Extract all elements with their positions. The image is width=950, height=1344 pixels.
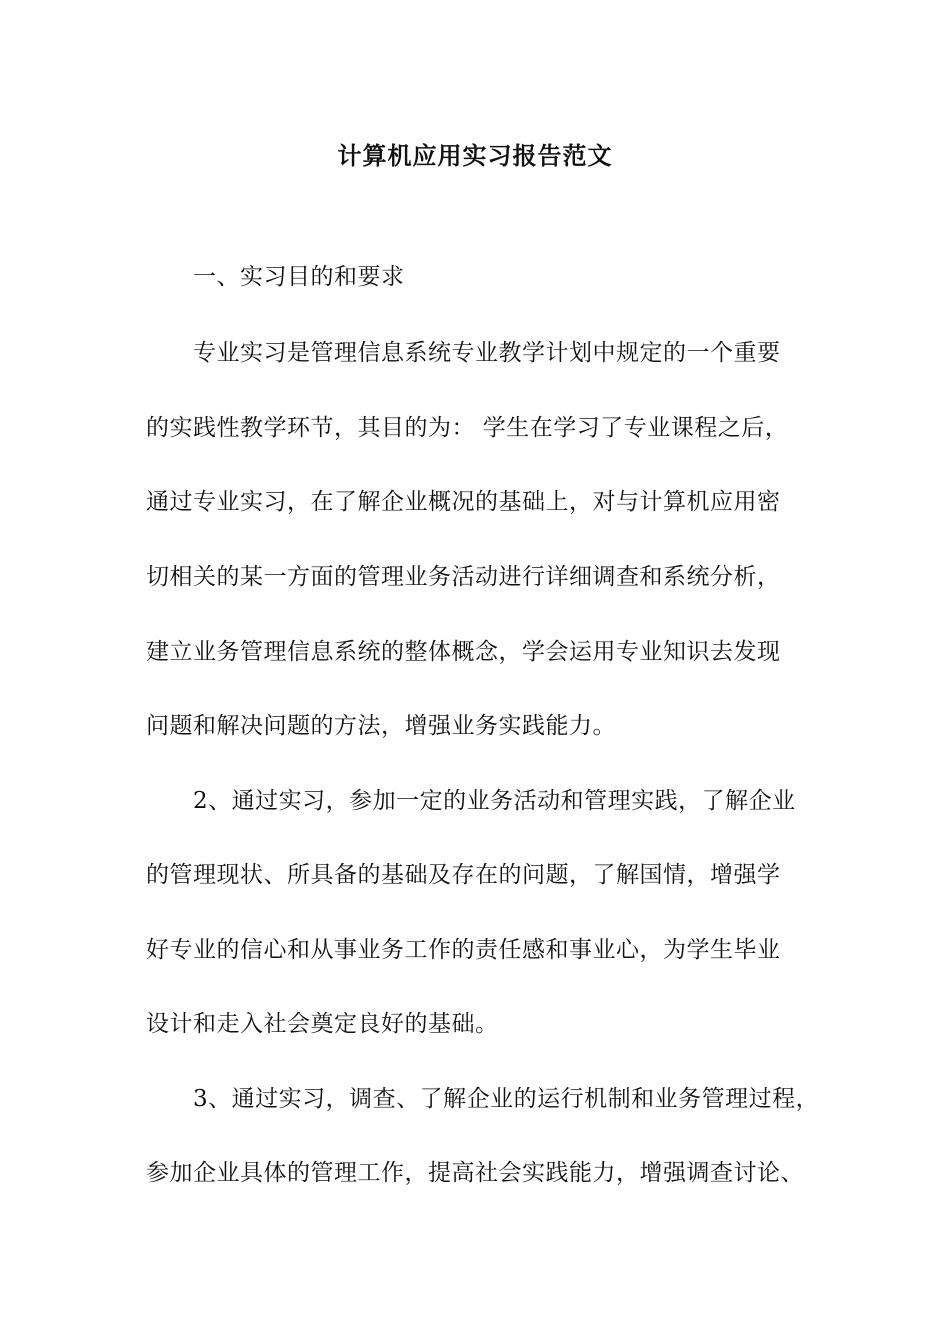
paragraph-line: 建立业务管理信息系统的整体概念，学会运用专业知识去发现 [146,639,781,665]
paragraph-line: 问题和解决问题的方法，增强业务实践能力。 [146,713,616,739]
document-title: 计算机应用实习报告范文 [337,142,613,170]
paragraph-line: 的实践性教学环节，其目的为： 学生在学习了专业课程之后， [146,415,789,441]
paragraph-line: 专业实习是管理信息系统专业教学计划中规定的一个重要 [193,340,781,366]
paragraph-line: 2、通过实习，参加一定的业务活动和管理实践，了解企业 [193,788,796,814]
paragraph-line: 切相关的某一方面的管理业务活动进行详细调查和系统分析， [146,564,781,590]
paragraph-line: 的管理现状、所具备的基础及存在的问题，了解国情，增强学 [146,862,781,888]
paragraph-line: 3、通过实习，调查、了解企业的运行机制和业务管理过程， [193,1086,820,1112]
paragraph-line: 通过专业实习，在了解企业概况的基础上，对与计算机应用密 [146,489,781,515]
section-heading-objectives: 一、实习目的和要求 [193,264,405,290]
paragraph-line: 参加企业具体的管理工作，提高社会实践能力，增强调查讨论、 [146,1160,804,1186]
paragraph-line: 设计和走入社会奠定良好的基础。 [146,1011,499,1037]
paragraph-line: 好专业的信心和从事业务工作的责任感和事业心，为学生毕业 [146,937,781,963]
